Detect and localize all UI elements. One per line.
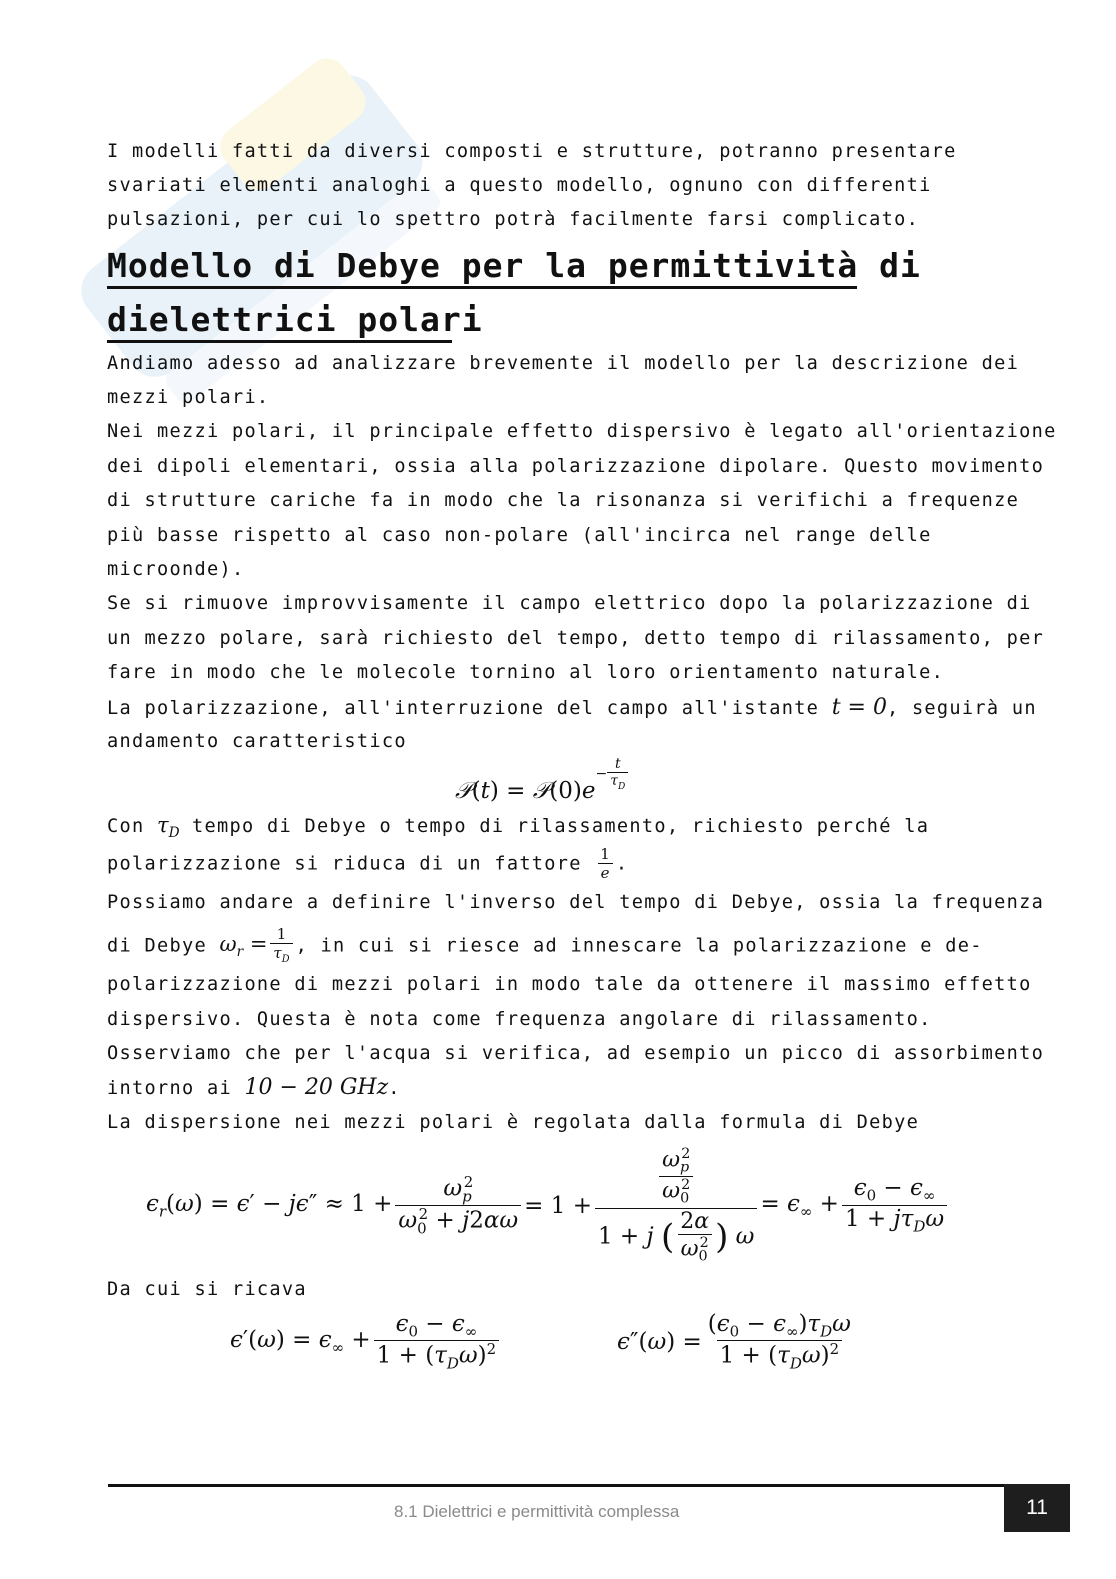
body-line bbox=[107, 1073, 401, 1103]
inline-math-omega-r: $\omega_r$ = $\frac{1}{\tau_D}$ bbox=[219, 932, 295, 956]
body-line: Andiamo adesso ad analizzare brevemente il modello per la descrizione dei bbox=[107, 353, 1020, 374]
text-span: polarizzazione si riduca di un fattore bbox=[107, 853, 582, 875]
text-span: intorno ai bbox=[107, 1078, 232, 1099]
body-line bbox=[107, 693, 1037, 723]
intro-line-1: I modelli fatti da diversi composti e strutture, potranno presentare bbox=[107, 141, 957, 162]
body-line: Possiamo andare a definire l'inverso del tempo di Debye, ossia la frequenza bbox=[107, 892, 1045, 913]
body-line: microonde). bbox=[107, 559, 245, 580]
section-heading-line-1 bbox=[107, 246, 921, 285]
section-heading-text-1: Modello di Debye per la permittività di bbox=[107, 246, 921, 285]
equation-polarization-decay: 𝒫(t) = 𝒫(0)e− $\frac{t}{\tau_D}$ bbox=[455, 760, 628, 797]
text-span: Con bbox=[107, 816, 145, 837]
section-heading-text-2: dielettrici polari bbox=[107, 300, 483, 339]
body-line: dispersivo. Questa è nota come frequenza angolare di rilassamento. bbox=[107, 1009, 932, 1030]
footer-section-title: 8.1 Dielettrici e permittività complessa bbox=[394, 1502, 680, 1521]
text-span: tempo di Debye o tempo di rilassamento, richiesto perché la bbox=[192, 816, 930, 837]
body-line: un mezzo polare, sarà richiesto del tempo, detto tempo di rilassamento, per bbox=[107, 628, 1045, 649]
page-number: 11 bbox=[1026, 1496, 1048, 1519]
body-line bbox=[107, 810, 929, 840]
footer-rule bbox=[108, 1484, 1070, 1487]
body-line: Se si rimuove improvvisamente il campo elettrico dopo la polarizzazione di bbox=[107, 593, 1032, 614]
body-line: Nei mezzi polari, il principale effetto dispersivo è legato all'orientazione bbox=[107, 421, 1057, 442]
inline-math-one-over-e: $\frac{1}{e}$ bbox=[597, 846, 613, 882]
body-line: Osserviamo che per l'acqua si verifica, ad esempio un picco di assorbimento bbox=[107, 1043, 1045, 1064]
text-span: di Debye bbox=[107, 935, 207, 957]
body-line: La dispersione nei mezzi polari è regolata dalla formula di Debye bbox=[107, 1112, 920, 1133]
intro-line-3: pulsazioni, per cui lo spettro potrà facilmente farsi complicato. bbox=[107, 209, 920, 230]
inline-math-frequency-range: 10 − 20 GHz bbox=[244, 1075, 389, 1100]
text-span: . bbox=[615, 853, 629, 875]
body-line: fare in modo che le molecole tornino al loro orientamento naturale. bbox=[107, 662, 945, 683]
equation-debye-formula: $\epsilon_r(\omega) = \epsilon' - j\epsilon'' \approx 1$ + $\frac{\omega_p^2}{\omega_0^2 + j2\alpha\omega}$ = 1 + $\frac{\omega_p^2}{\omega_0^2}$ 1 + j ( $\frac{2\alpha}{\omega_0^2}$ ) ω = $\epsilon_\infty$ + $\frac{\epsilon_0 - \epsilon_\infty}{1 + j\tau_D\omega}$ bbox=[146, 1140, 950, 1272]
equation-epsilon-imag: ϵ″(ω) = $\frac{(\epsilon_0 - \epsilon_\infty)\tau_D\omega}{1 + (\tau_D\omega)^2}$ bbox=[617, 1310, 851, 1373]
page-number-box bbox=[1004, 1484, 1070, 1532]
text-span: . bbox=[388, 1078, 401, 1099]
intro-line-2: svariati elementi analoghi a questo modello, ognuno con differenti bbox=[107, 175, 932, 196]
equation-epsilon-real: $\epsilon'(\omega) = \epsilon_\infty$ + $\frac{\epsilon_0 - \epsilon_\infty}{1 + (\tau_D\omega)^2}$ bbox=[230, 1308, 502, 1376]
body-line bbox=[107, 925, 983, 966]
heading-underline bbox=[107, 340, 452, 343]
body-line bbox=[107, 845, 629, 883]
body-line: mezzi polari. bbox=[107, 387, 270, 408]
body-line: di strutture cariche fa in modo che la risonanza si verifichi a frequenze bbox=[107, 490, 1020, 511]
inline-math-tau-d: $\tau_D$ bbox=[156, 813, 180, 842]
inline-math-t-zero: t = 0 bbox=[831, 695, 887, 720]
section-heading-line-2 bbox=[107, 300, 483, 339]
text-span: La polarizzazione, all'interruzione del campo all'istante bbox=[107, 698, 820, 719]
body-line: dei dipoli elementari, ossia alla polarizzazione dipolare. Questo movimento bbox=[107, 456, 1045, 477]
body-line: più basse rispetto al caso non-polare (all'incirca nel range delle bbox=[107, 525, 932, 546]
body-line: polarizzazione di mezzi polari in modo tale da ottenere il massimo effetto bbox=[107, 974, 1032, 995]
heading-underline bbox=[107, 286, 857, 289]
text-span: , in cui si riesce ad innescare la polarizzazione e de- bbox=[295, 935, 983, 957]
body-line: Da cui si ricava bbox=[107, 1279, 307, 1300]
body-line: andamento caratteristico bbox=[107, 731, 407, 752]
text-span: , seguirà un bbox=[886, 698, 1037, 719]
